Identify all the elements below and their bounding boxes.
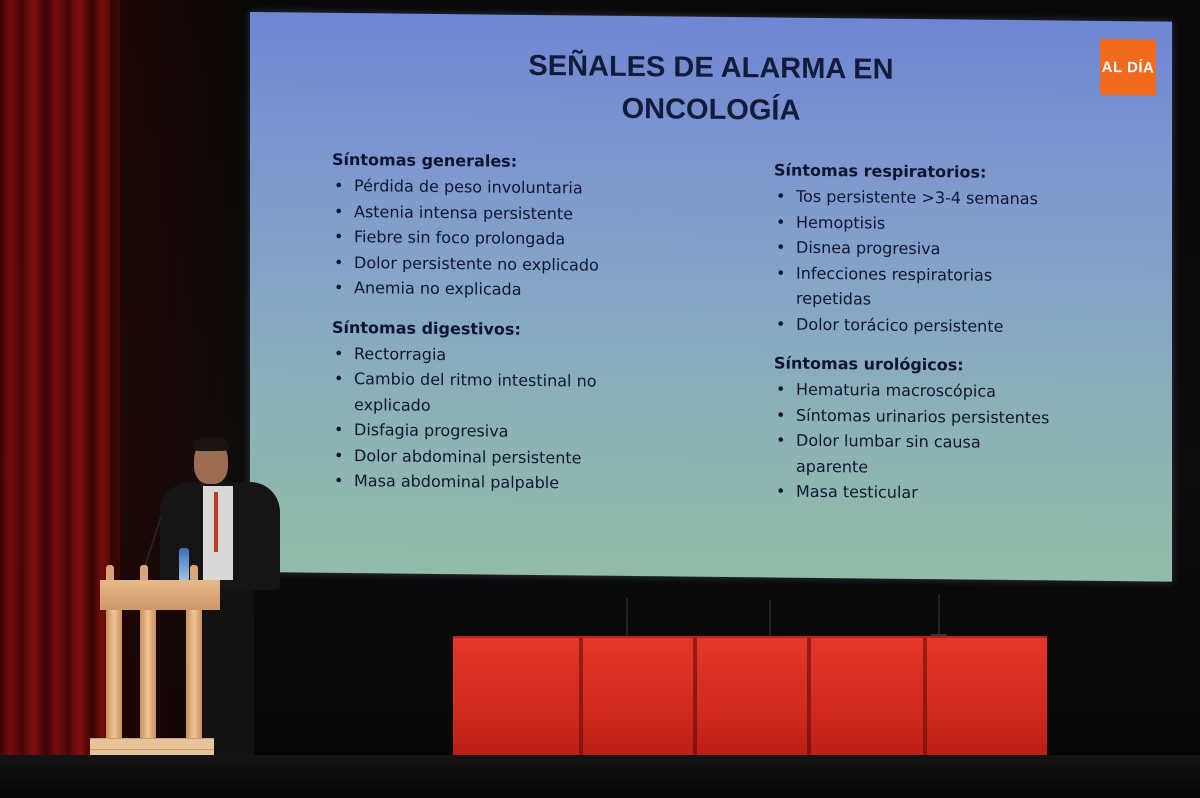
list-item: • Fiebre sin foco prolongada xyxy=(332,224,662,253)
speaker-hair xyxy=(193,437,229,451)
left-column xyxy=(332,149,662,513)
cloth-fold xyxy=(579,638,583,764)
slide-title xyxy=(250,42,1172,136)
slide-title-line-1: SEÑALES DE ALARMA EN xyxy=(528,49,894,86)
list-item: • Astenia intensa persistente xyxy=(332,198,662,227)
stage-floor xyxy=(0,755,1200,798)
speaker-shirt xyxy=(203,486,233,580)
list-item: • Disfagia progresiva xyxy=(332,417,662,446)
section-respiratory xyxy=(774,159,1114,340)
list-item: • Tos persistente >3-4 semanas xyxy=(774,183,1114,212)
cloth-fold xyxy=(693,638,697,764)
podium-top xyxy=(100,580,220,610)
list-item: • Síntomas urinarios persistentes xyxy=(774,402,1114,431)
al-dia-logo: AL DÍA xyxy=(1100,39,1156,96)
list-item: • Masa testicular xyxy=(774,478,1114,507)
list-item: • Infecciones respiratorias repetidas xyxy=(774,260,1036,314)
table-microphone xyxy=(769,600,771,638)
list-item: • Dolor lumbar sin causa aparente xyxy=(774,427,1026,481)
list-item: • Dolor abdominal persistente xyxy=(332,442,662,471)
speaker-lanyard xyxy=(214,492,218,552)
right-column xyxy=(774,159,1114,523)
section-heading: Síntomas digestivos: xyxy=(332,317,521,339)
section-heading: Síntomas respiratorios: xyxy=(774,160,987,182)
projection-screen xyxy=(250,12,1172,582)
section-digestive xyxy=(332,316,662,496)
list-item: • Rectorragia xyxy=(332,340,662,369)
list-item: • Hemoptisis xyxy=(774,209,1114,238)
podium-finial xyxy=(140,565,148,581)
section-heading: Síntomas generales: xyxy=(332,149,518,171)
slide-title-line-2: ONCOLOGÍA xyxy=(621,92,801,127)
list-item: • Cambio del ritmo intestinal no explicado xyxy=(332,366,624,420)
table-microphone xyxy=(938,594,940,636)
cloth-fold xyxy=(807,638,811,764)
list-item: • Disnea progresiva xyxy=(774,234,1114,263)
cloth-fold xyxy=(923,638,927,764)
list-item: • Pérdida de peso involuntaria xyxy=(332,173,662,202)
podium-finial xyxy=(106,565,114,581)
red-table-cloth xyxy=(453,638,1047,764)
list-item: • Anemia no explicada xyxy=(332,275,662,304)
podium-finial xyxy=(190,565,198,581)
water-bottle xyxy=(179,548,189,580)
podium-column xyxy=(106,610,122,740)
red-curtain xyxy=(0,0,120,760)
list-item: • Dolor torácico persistente xyxy=(774,311,1114,340)
table-microphone xyxy=(626,598,628,638)
podium-column xyxy=(186,610,202,740)
podium-column xyxy=(140,610,156,740)
section-urological xyxy=(774,352,1114,507)
section-general xyxy=(332,149,662,304)
list-item: • Dolor persistente no explicado xyxy=(332,249,662,278)
section-heading: Síntomas urológicos: xyxy=(774,353,964,375)
list-item: • Masa abdominal palpable xyxy=(332,468,662,497)
list-item: • Hematuria macroscópica xyxy=(774,376,1114,405)
